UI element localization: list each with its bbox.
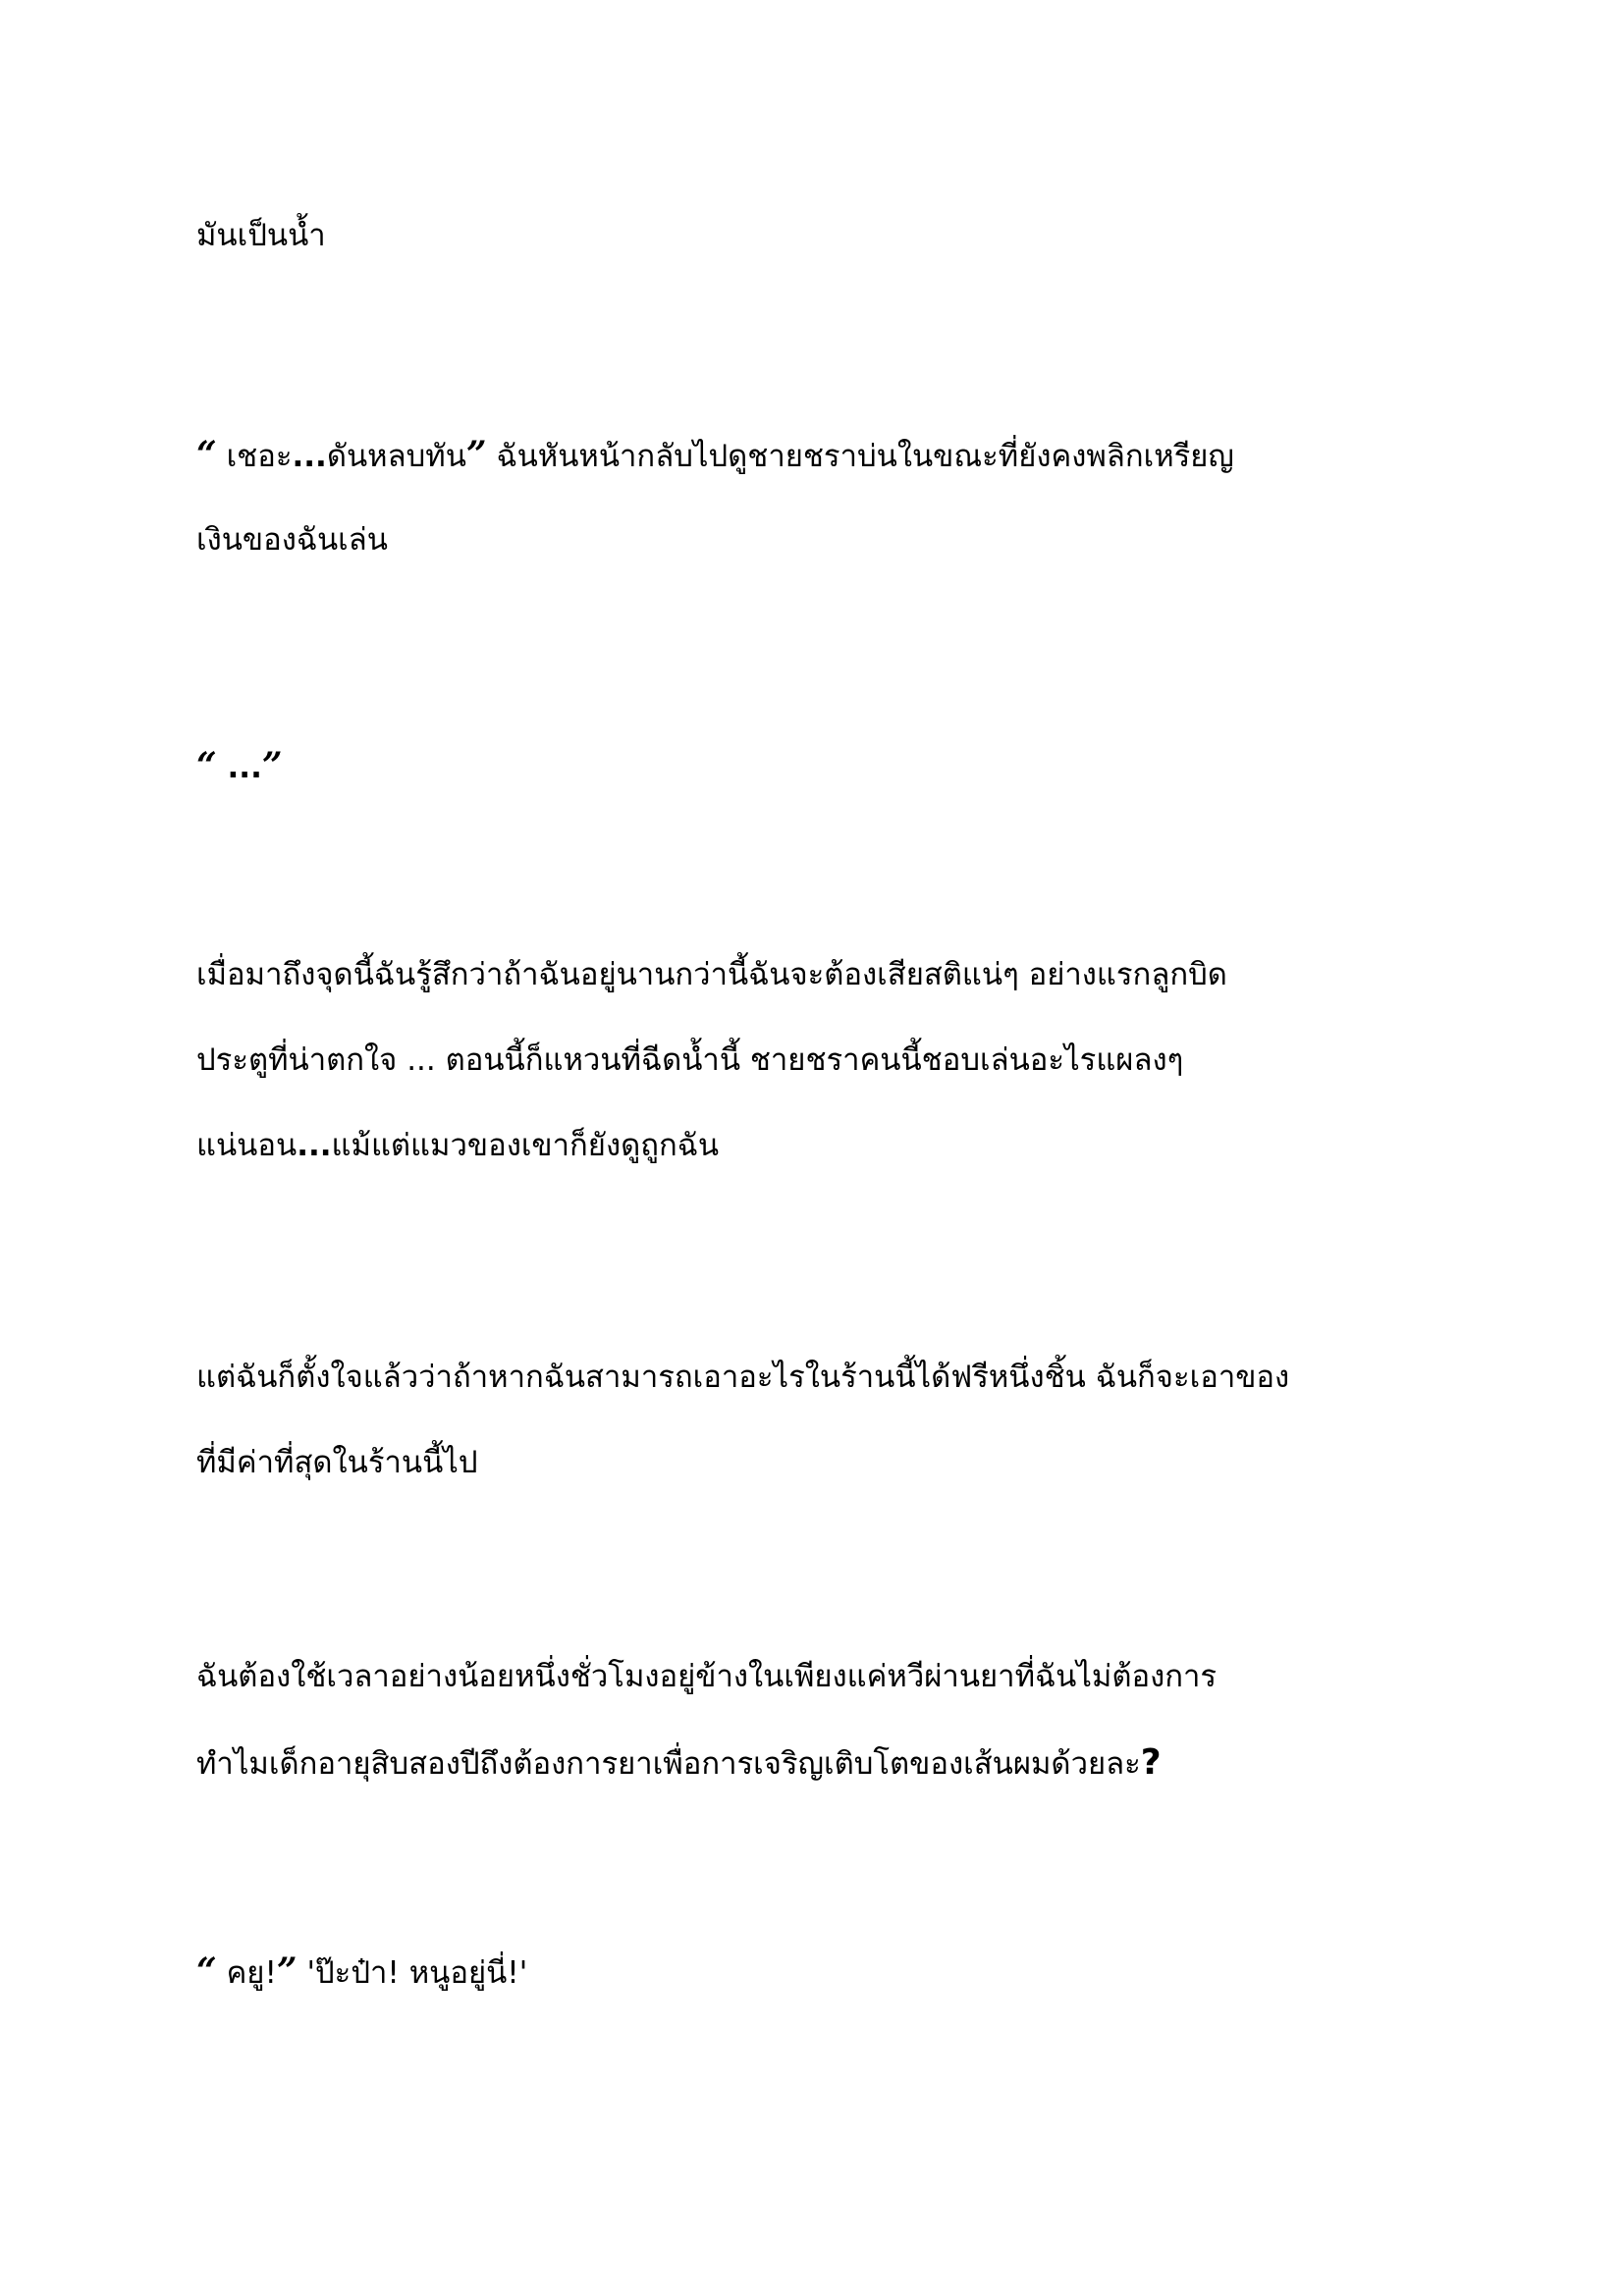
narration-text: ฉันต้องใช้เวลาอย่างน้อยหนึ่งชั่วโมงอยู่ข้างในเพียงแค่หวีผ่านยาที่ฉันไม่ต้องการ — [196, 1659, 1218, 1694]
paragraph-4 — [196, 933, 1473, 1189]
ellipsis: ... — [292, 439, 327, 474]
paragraph-line — [196, 1720, 1473, 1805]
open-quote-mark: “ — [196, 434, 217, 475]
narration-text: ประตูที่น่าตกใจ ... ตอนนี้ก็แหวนที่ฉีดน้ำนี้ ชายชราคนนี้ชอบเล่นอะไรแผลงๆ — [196, 1042, 1184, 1078]
dialogue-text: เชอะ — [216, 439, 293, 474]
paragraph-3 — [196, 723, 1473, 809]
open-quote-mark: “ — [196, 745, 217, 786]
paragraph-line — [196, 1103, 1473, 1189]
ellipsis: ... — [216, 750, 262, 785]
paragraph-7 — [196, 1929, 1473, 2014]
paragraph-line — [196, 1634, 1473, 1720]
paragraph-line — [196, 193, 1473, 279]
paragraph-6 — [196, 1634, 1473, 1805]
paragraph-line — [196, 498, 1473, 583]
paragraph-line — [196, 1335, 1473, 1420]
narration-text: แม้แต่แมวของเขาก็ยังดูถูกฉัน — [331, 1128, 720, 1163]
paragraph-line — [196, 412, 1473, 498]
dialogue-text: คยู! — [216, 1955, 277, 1991]
paragraph-2 — [196, 412, 1473, 583]
paragraph-line — [196, 1929, 1473, 2014]
narration-text: เมื่อมาถึงจุดนี้ฉันรู้สึกว่าถ้าฉันอยู่นานกว่านี้ฉันจะต้องเสียสติแน่ๆ อย่างแรกลูกบิด — [196, 957, 1227, 992]
paragraph-line — [196, 933, 1473, 1018]
open-quote-mark: “ — [196, 1950, 217, 1992]
narration-text: มันเป็นน้ำ — [196, 218, 326, 253]
close-quote-mark: ” — [465, 434, 487, 475]
paragraph-5 — [196, 1335, 1473, 1506]
narration-text: แน่นอน — [196, 1128, 298, 1163]
narration-text: ที่มีค่าที่สุดในร้านนี้ไป — [196, 1445, 478, 1480]
paragraph-line — [196, 1018, 1473, 1103]
dialogue-text: ดันหลบทัน — [326, 439, 466, 474]
paragraph-1 — [196, 193, 1473, 279]
close-quote-mark: ” — [261, 745, 283, 786]
paragraph-line — [196, 1420, 1473, 1506]
question-mark: ? — [1140, 1742, 1162, 1783]
narration-text: ทำไมเด็กอายุสิบสองปีถึงต้องการยาเพื่อการเจริญเติบโตของเส้นผมด้วยละ — [196, 1746, 1141, 1782]
narration-text: เงินของฉันเล่น — [196, 522, 388, 558]
ellipsis: ... — [297, 1128, 332, 1163]
narration-text: ฉันหันหน้ากลับไปดูชายชราบ่นในขณะที่ยังคงพลิกเหรียญ — [486, 439, 1234, 474]
narration-text: แต่ฉันก็ตั้งใจแล้วว่าถ้าหากฉันสามารถเอาอะไรในร้านนี้ได้ฟรีหนึ่งชิ้น ฉันก็จะเอาของ — [196, 1360, 1290, 1395]
paragraph-line — [196, 723, 1473, 809]
close-quote-mark: ” — [276, 1950, 298, 1992]
narration-text: 'ป๊ะป๋า! หนูอยู่นี่!' — [297, 1955, 528, 1991]
